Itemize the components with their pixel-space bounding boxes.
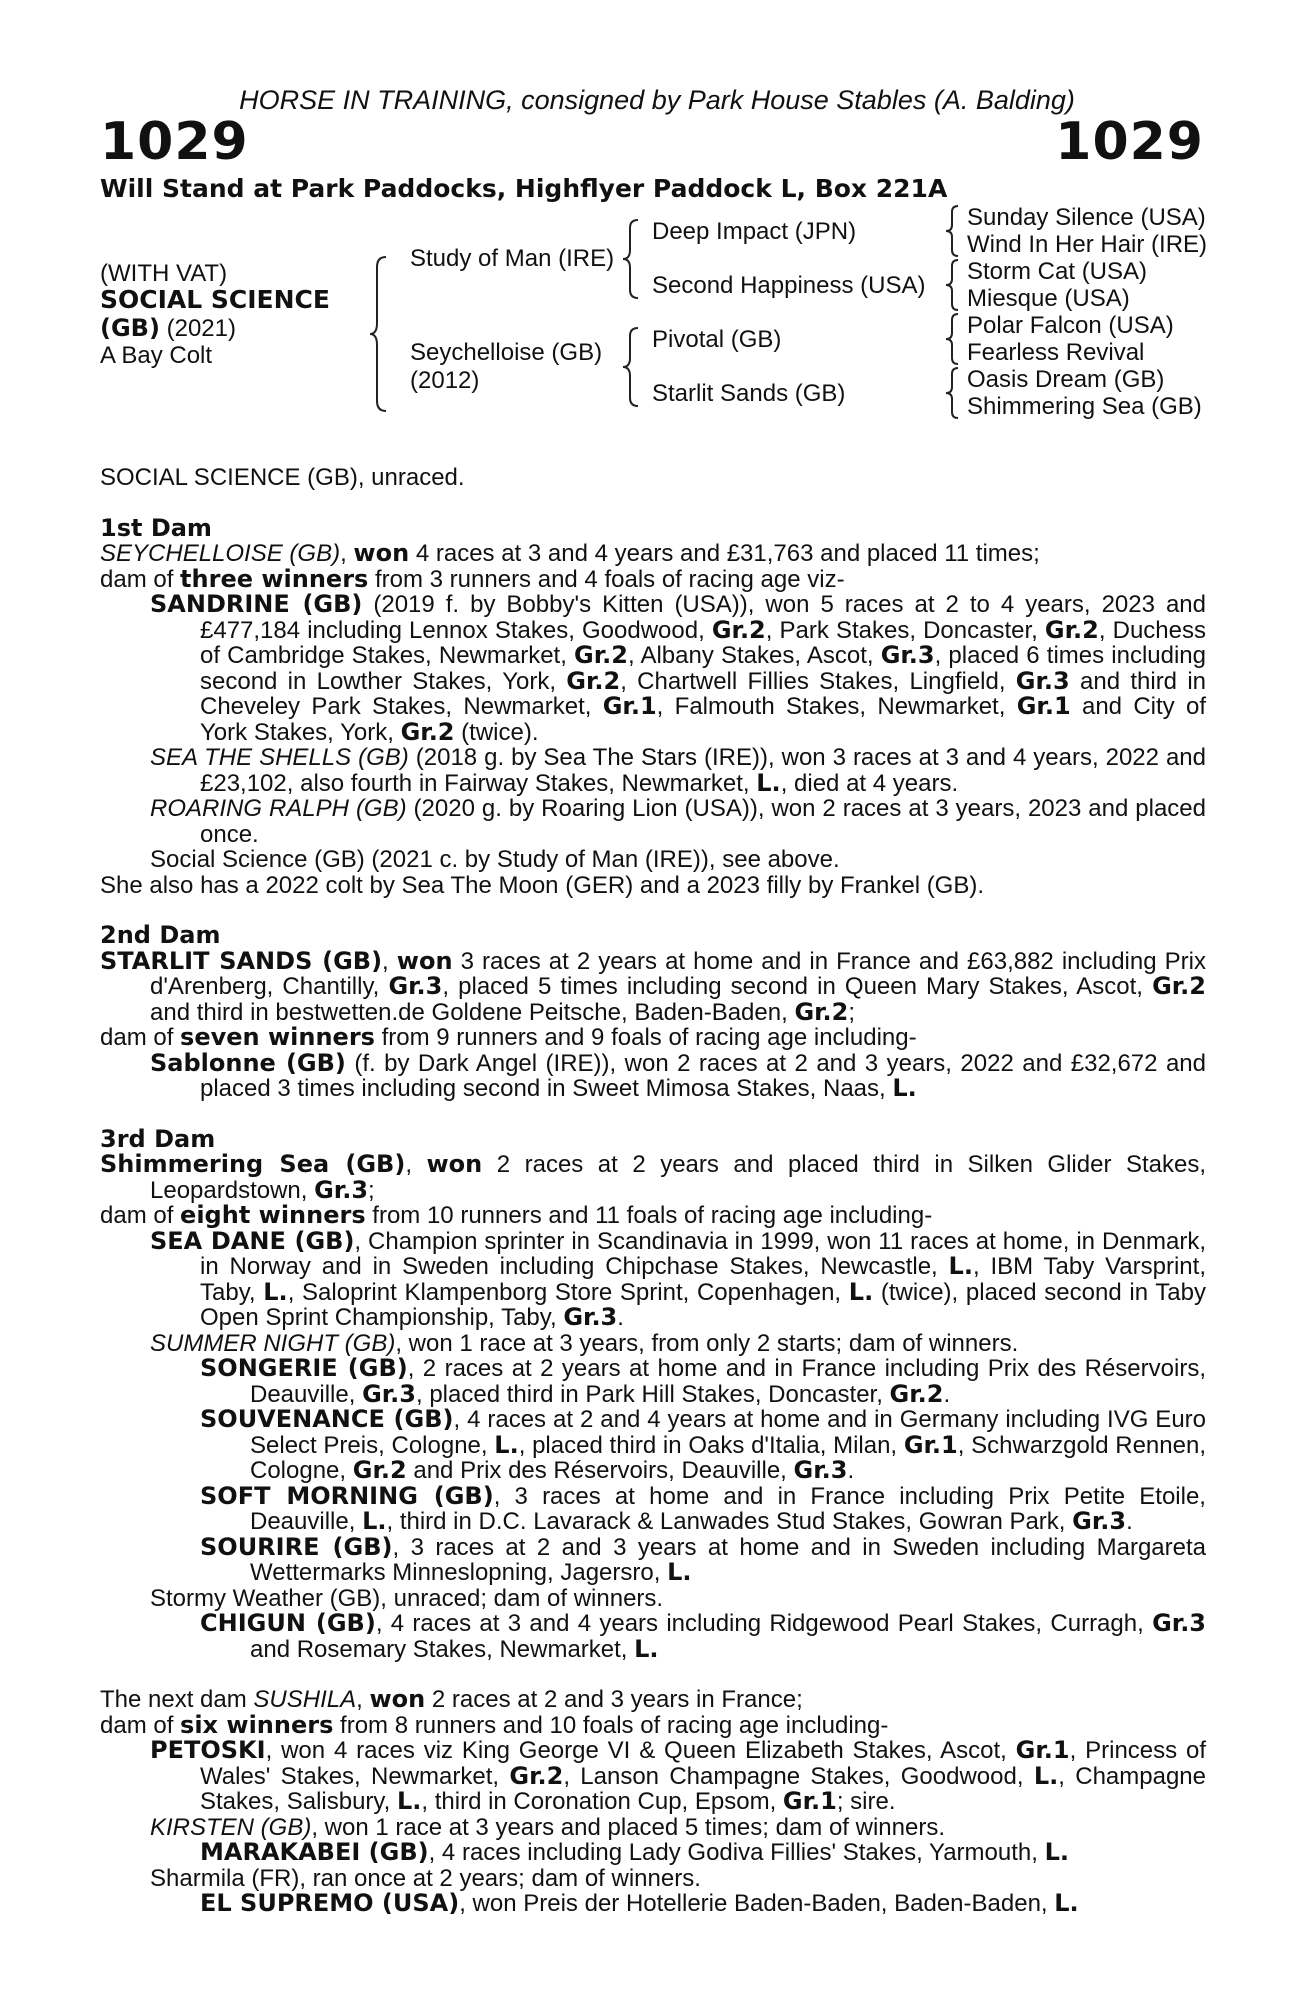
record-text: , 3 races at 2 and 3 years at home and in Sweden including Margareta Wettermarks Minneslopning, Jagersro, (250, 1533, 1207, 1586)
sire-sire: Deep Impact (JPN) (652, 218, 857, 245)
record-text: (twice). (454, 718, 539, 746)
produce-name: SUMMER NIGHT (GB) (150, 1329, 396, 1357)
listed-label: L. (948, 1252, 973, 1280)
ggp-6: Fearless Revival (967, 339, 1145, 366)
record-text: , placed 5 times including second in Queen Mary Stakes, Ascot, (442, 973, 1153, 1000)
ggp-brace-2 (946, 258, 962, 312)
produce-name: MARAKABEI (GB) (200, 1838, 429, 1866)
listed-label: L. (667, 1558, 692, 1586)
main-brace (372, 255, 392, 413)
second-dam-name: STARLIT SANDS (GB) (100, 946, 383, 975)
dam-dam: Starlit Sands (GB) (652, 380, 846, 407)
winners-count: three winners (180, 564, 369, 593)
produce-name: SOUVENANCE (GB) (200, 1405, 454, 1433)
record-text: ; (848, 998, 856, 1026)
third-dam-produce-intro (100, 1203, 1206, 1229)
record-text: , third in D.C. Lavarack & Lanwades Stud Stakes, Gowran Park, (386, 1508, 1073, 1535)
other-produce-note: She also has a 2022 colt by Sea The Moon (GER) and a 2023 filly by Frankel (GB). (100, 871, 985, 899)
grade-label: Gr.2 (794, 997, 849, 1026)
grade-label: Gr.1 (903, 1430, 958, 1459)
first-dam-name: SEYCHELLOISE (GB) (100, 540, 341, 567)
record-text: , 4 races at 2 and 4 years at home and in Germany including IVG Euro Select Preis, Cologne, (250, 1406, 1207, 1459)
produce-petoski (100, 1738, 1206, 1815)
grade-label: Gr.3 (1072, 1507, 1127, 1535)
grade-label: Gr.3 (362, 1379, 416, 1408)
won-label: won (426, 1150, 483, 1178)
produce-name: SANDRINE (GB) (150, 590, 363, 618)
record-text: and City of York Stakes, York, (200, 693, 1206, 746)
record-text: (2020 g. by Roaring Lion (USA)), won 2 races at 3 years, 2023 and placed once. (200, 795, 1207, 848)
listed-label: L. (634, 1634, 659, 1663)
horse-name-text: SOCIAL SCIENCE (100, 285, 330, 314)
produce-name: PETOSKI (150, 1736, 266, 1764)
won-label: won (353, 539, 410, 567)
record-text: and third in bestwetten.de Goldene Peitsche, Baden-Baden, (150, 998, 795, 1026)
produce-sandrine (100, 592, 1206, 745)
listed-label: L. (494, 1430, 519, 1459)
grade-label: Gr.2 (352, 1456, 407, 1484)
first-dam-produce-intro (100, 564, 1206, 593)
ggp-8: Shimmering Sea (GB) (967, 393, 1202, 420)
ggp-brace-4 (946, 366, 962, 420)
second-dam-produce-intro (100, 1025, 1206, 1051)
record-text: from 3 runners and 4 foals of racing age viz- (368, 565, 845, 593)
record-text: , 4 races including Lady Godiva Fillies' Stakes, Yarmouth, (428, 1839, 1045, 1866)
record-text: and Prix des Réservoirs, Deauville, (406, 1457, 794, 1484)
record-text: , placed third in Park Hill Stakes, Doncaster, (416, 1380, 890, 1408)
produce-songerie (100, 1356, 1206, 1407)
record-text: , won 4 races viz King George VI & Queen Elizabeth Stakes, Ascot, (265, 1737, 1016, 1764)
record-text: , Lanson Champagne Stakes, Goodwood, (563, 1762, 1034, 1790)
ggp-brace-1 (946, 204, 962, 258)
produce-sourire (100, 1532, 1207, 1586)
ggp-1: Sunday Silence (USA) (967, 204, 1206, 231)
grade-label: Gr.2 (574, 641, 628, 669)
record-text: 2 races at 2 years and placed third in Silken Glider Stakes, Leopardstown, (150, 1151, 1206, 1204)
produce-name: SONGERIE (GB) (200, 1354, 408, 1382)
next-dam-name: SUSHILA (253, 1686, 357, 1713)
ggp-brace-3 (946, 312, 962, 366)
produce-name: CHIGUN (GB) (200, 1609, 376, 1637)
winners-count: seven winners (180, 1023, 375, 1051)
produce-sea-dane (100, 1226, 1206, 1331)
listed-label: L. (396, 1787, 422, 1815)
ggp-3: Storm Cat (USA) (967, 258, 1148, 285)
produce-name: KIRSTEN (GB) (150, 1813, 312, 1841)
record-text: , Albany Stakes, Ascot, (627, 642, 881, 669)
grade-label: Gr.3 (1152, 1609, 1207, 1637)
produce-summer-night (100, 1331, 1206, 1357)
horse-name (100, 286, 330, 315)
listed-label: L. (263, 1277, 288, 1306)
dam-sire: Pivotal (GB) (652, 326, 782, 353)
produce-social-science: Social Science (GB) (2021 c. by Study of Man (IRE)), see above. (150, 846, 840, 873)
record-text: from 9 runners and 9 foals of racing age including- (374, 1024, 917, 1051)
record-text: . (617, 1304, 624, 1331)
produce-marakabei (100, 1840, 1206, 1866)
catalogue-body (100, 465, 1206, 1917)
record-text: , IBM Taby Varsprint, Taby, (200, 1253, 1206, 1306)
record-text: , Saloprint Klampenborg Store Sprint, Copenhagen, (287, 1278, 849, 1306)
listed-label: L. (1033, 1761, 1059, 1790)
first-dam-heading: 1st Dam (100, 513, 212, 542)
winners-count: six winners (180, 1710, 334, 1739)
produce-name: Sablonne (GB) (150, 1048, 346, 1077)
stand-location: Will Stand at Park Paddocks, Highflyer Paddock L, Box 221A (100, 174, 948, 203)
record-text: , Falmouth Stakes, Newmarket, (656, 693, 1017, 720)
listed-label: L. (848, 1277, 874, 1306)
record-text: . (847, 1457, 855, 1484)
horse-country: (GB) (100, 314, 160, 342)
record-text: . (943, 1380, 951, 1408)
record-text: , placed third in Oaks d'Italia, Milan, (518, 1431, 904, 1459)
produce-roaring-ralph (100, 796, 1206, 847)
record-text: (f. by Dark Angel (IRE)), won 2 races at 2 and 3 years, 2022 and £32,672 and placed 3 times including second in Sweet Mimosa Stakes, Naas, (200, 1049, 1206, 1102)
produce-sharmila: Sharmila (FR), ran once at 2 years; dam of winners. (150, 1864, 701, 1892)
sire: Study of Man (IRE) (410, 245, 615, 272)
record-text: , died at 4 years. (780, 769, 959, 797)
next-dam-label: The next dam (100, 1686, 254, 1713)
third-dam-record: Shimmering Sea (GB), won 2 races at 2 years and placed third in Silken Glider Stakes, Leopardstown, Gr.3; (100, 1150, 1206, 1204)
dam-of-label: dam of (100, 1202, 181, 1229)
record-text: , Chartwell Fillies Stakes, Lingfield, (620, 667, 1016, 695)
sire-brace (624, 218, 644, 300)
dam-year: (2012) (410, 367, 480, 394)
grade-label: Gr.1 (782, 1787, 837, 1815)
produce-name: SOURIRE (GB) (200, 1532, 393, 1561)
produce-soft-morning (100, 1481, 1206, 1535)
dam-of-label: dam of (100, 565, 181, 593)
record-text: . (1126, 1508, 1133, 1535)
produce-chigun (100, 1611, 1206, 1662)
produce-stormy-weather: Stormy Weather (GB), unraced; dam of winners. (150, 1584, 664, 1612)
record-text: , Park Stakes, Doncaster, (765, 616, 1045, 644)
produce-name: SEA DANE (GB) (150, 1226, 355, 1255)
produce-name: ROARING RALPH (GB) (150, 795, 407, 822)
produce-name: EL SUPREMO (USA) (200, 1889, 460, 1917)
ggp-2: Wind In Her Hair (IRE) (967, 231, 1208, 258)
produce-sablonne (100, 1048, 1206, 1102)
lot-number-right: 1029 (1055, 112, 1204, 172)
dam-brace (624, 326, 644, 408)
dam-of-label: dam of (100, 1711, 181, 1739)
record-text: , won Preis der Hotellerie Baden-Baden, Baden-Baden, (459, 1890, 1055, 1917)
produce-el-supremo (100, 1891, 1206, 1917)
grade-label: Gr.2 (889, 1379, 944, 1408)
record-text: , won 1 race at 3 years and placed 5 times; dam of winners. (311, 1813, 945, 1841)
grade-label: Gr.2 (711, 615, 766, 644)
record-text: , Champion sprinter in Scandinavia in 1999, won 11 races at home, in Denmark, in Norway and in Sweden including Chipchase Stakes, Newcastle, (200, 1227, 1206, 1280)
listed-label: L. (756, 768, 781, 797)
dam-of-label: dam of (100, 1024, 181, 1051)
grade-label: Gr.3 (388, 972, 443, 1000)
listed-label: L. (1044, 1838, 1070, 1866)
grade-label: Gr.3 (314, 1175, 369, 1204)
winners-count: eight winners (180, 1201, 366, 1229)
ggp-4: Miesque (USA) (967, 285, 1130, 312)
horse-description: A Bay Colt (100, 342, 213, 369)
record-text: 2 races at 2 and 3 years in France; (425, 1686, 803, 1713)
record-text: , won 1 race at 3 years, from only 2 starts; dam of winners. (395, 1329, 1019, 1357)
grade-label: Gr.1 (1016, 692, 1071, 720)
grade-label: Gr.2 (566, 666, 621, 695)
record-text: , 3 races at home and in France including Prix Petite Etoile, Deauville, (250, 1482, 1206, 1535)
third-dam-heading: 3rd Dam (100, 1124, 216, 1153)
next-dam-produce-intro (100, 1710, 1206, 1739)
listed-label: L. (1054, 1889, 1079, 1917)
record-text: , 4 races at 3 and 4 years including Ridgewood Pearl Stakes, Curragh, (375, 1610, 1153, 1637)
record-text: from 10 runners and 11 foals of racing age including- (365, 1202, 933, 1229)
record-text: , Schwarzgold Rennen, Cologne, (250, 1431, 1206, 1484)
record-text: from 8 runners and 10 foals of racing age including- (333, 1711, 889, 1739)
won-label: won (396, 946, 453, 975)
ggp-5: Polar Falcon (USA) (967, 312, 1174, 339)
next-dam-record: The next dam SUSHILA, won 2 races at 2 and 3 years in France; (100, 1685, 803, 1713)
record-text: and Rosemary Stakes, Newmarket, (250, 1635, 635, 1663)
dam-name: Seychelloise (GB) (410, 339, 603, 366)
lot-number-left: 1029 (100, 112, 249, 172)
record-text: ; (368, 1176, 375, 1204)
record-text: , third in Coronation Cup, Epsom, (421, 1788, 783, 1815)
grade-label: Gr.2 (400, 717, 455, 746)
record-text: 4 races at 3 and 4 years and £31,763 and placed 11 times; (409, 540, 1040, 567)
grade-label: Gr.2 (1044, 615, 1099, 644)
listed-label: L. (362, 1507, 387, 1535)
grade-label: Gr.3 (880, 641, 935, 669)
first-dam-record: SEYCHELLOISE (GB), won 4 races at 3 and 4 years and £31,763 and placed 11 times; (100, 539, 1040, 567)
record-text: , Champagne Stakes, Salisbury, (200, 1762, 1207, 1815)
record-text: and third in Cheveley Park Stakes, Newmarket, (200, 667, 1206, 720)
produce-souvenance (100, 1407, 1206, 1484)
record-text: , placed 6 times including second in Lowther Stakes, York, (200, 642, 1207, 695)
grade-label: Gr.2 (1152, 972, 1206, 1000)
third-dam-name: Shimmering Sea (GB) (100, 1150, 406, 1178)
grade-label: Gr.1 (1015, 1736, 1070, 1764)
record-text: , Princess of Wales' Stakes, Newmarket, (200, 1737, 1207, 1790)
record-text: (twice), placed second in Taby Open Sprint Championship, Taby, (200, 1278, 1206, 1331)
second-dam-heading: 2nd Dam (100, 921, 221, 949)
grade-label: Gr.2 (509, 1761, 564, 1790)
produce-kirsten (100, 1815, 1206, 1841)
grade-label: Gr.3 (1015, 666, 1070, 695)
sire-dam: Second Happiness (USA) (652, 272, 926, 299)
produce-name: SOFT MORNING (GB) (200, 1481, 494, 1510)
record-text: , 2 races at 2 years at home and in France including Prix des Réservoirs, Deauville, (250, 1355, 1206, 1408)
listed-label: L. (892, 1074, 917, 1102)
record-text: , Duchess of Cambridge Stakes, Newmarket, (200, 616, 1206, 669)
won-label: won (369, 1685, 426, 1713)
grade-label: Gr.3 (563, 1303, 618, 1331)
horse-year: (2021) (159, 315, 236, 342)
grade-label: Gr.1 (602, 692, 657, 720)
produce-name: SEA THE SHELLS (GB) (150, 744, 409, 771)
ggp-7: Oasis Dream (GB) (967, 366, 1165, 393)
second-dam-record: STARLIT SANDS (GB), won 3 races at 2 years at home and in France and £63,882 including Prix d'Arenberg, Chantilly, Gr.3, placed 5 times including second in Queen Mary Stakes, Ascot, Gr.2 and third in bestwetten.de Goldene Peitsche, Baden-Baden, Gr.2; (100, 946, 1206, 1026)
record-text: ; sire. (836, 1788, 896, 1815)
consignment-line: HORSE IN TRAINING, consigned by Park House Stables (A. Balding) (239, 85, 1075, 115)
produce-sea-the-shells (100, 745, 1206, 796)
horse-origin (100, 314, 236, 343)
intro-line: SOCIAL SCIENCE (GB), unraced. (100, 464, 465, 491)
vat-note: (WITH VAT) (100, 260, 228, 287)
record-text: 3 races at 2 years at home and in France and £63,882 including Prix d'Arenberg, Chantilly, (150, 947, 1206, 1000)
grade-label: Gr.3 (793, 1456, 848, 1484)
record-text: (2018 g. by Sea The Stars (IRE)), won 3 races at 3 and 4 years, 2022 and £23,102, also fourth in Fairway Stakes, Newmarket, (200, 744, 1207, 797)
record-text: (2019 f. by Bobby's Kitten (USA)), won 5 races at 2 to 4 years, 2023 and £477,184 including Lennox Stakes, Goodwood, (200, 591, 1206, 644)
